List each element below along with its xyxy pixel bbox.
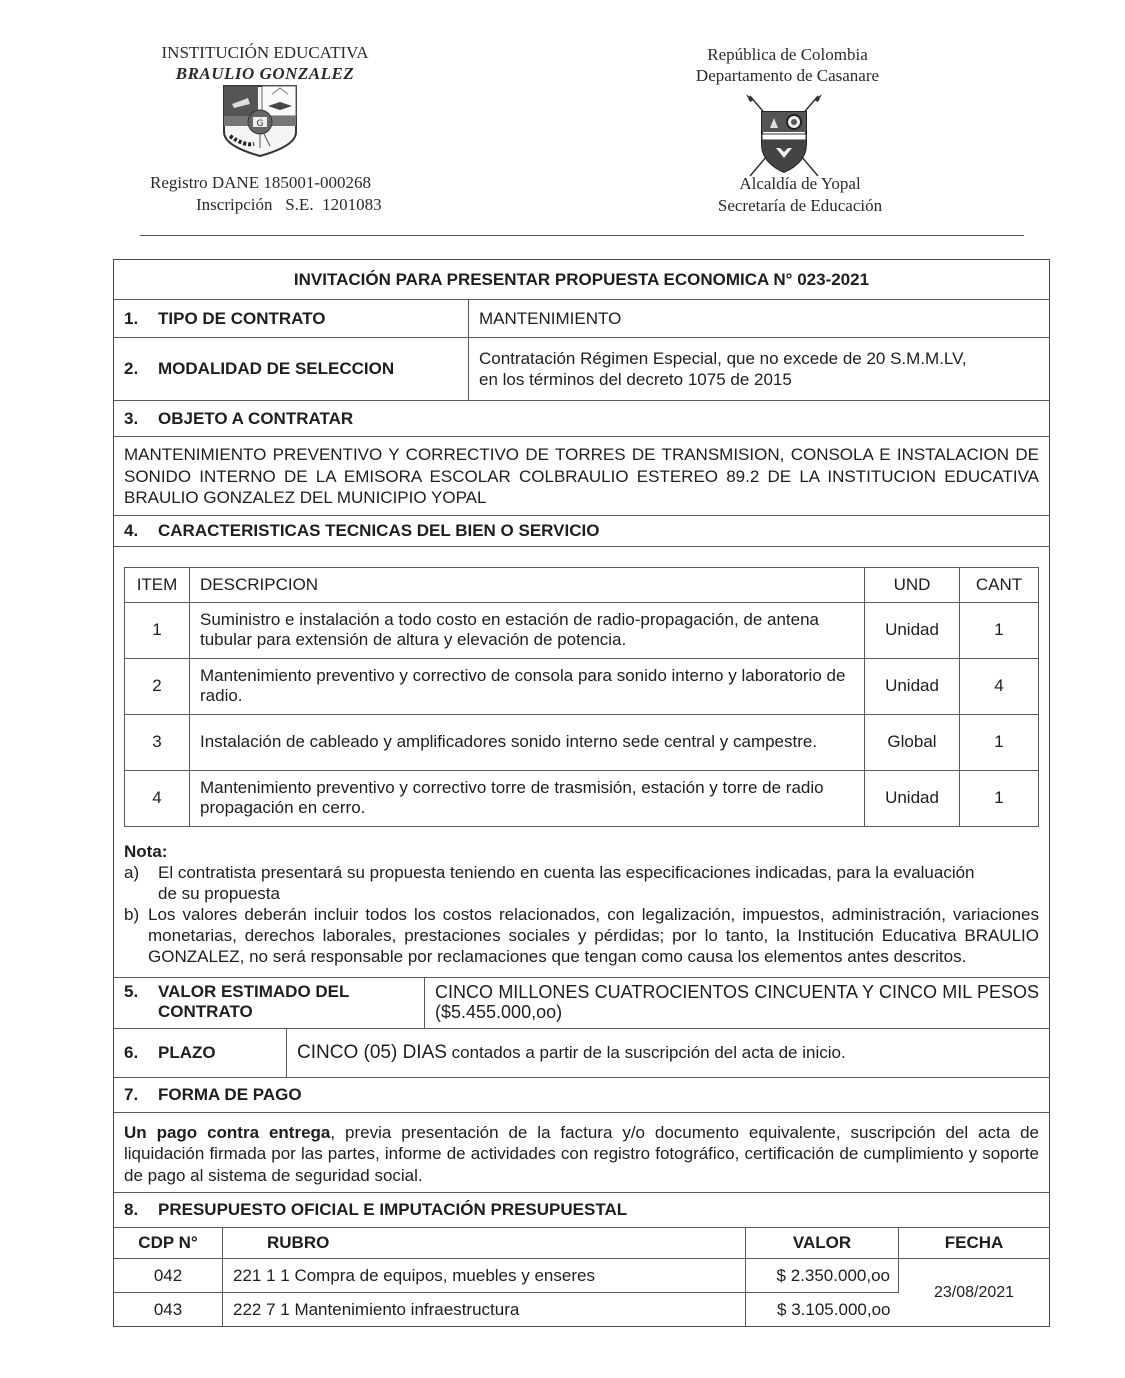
col-fecha: FECHA [944,1233,1004,1252]
section-5-label: 5. VALOR ESTIMADO DEL CONTRATO [114,978,425,1028]
header-divider [140,235,1024,236]
budget-date: 23/08/2021 [899,1259,1050,1327]
institution-name-bold: BRAULIO GONZALEZ [175,64,355,83]
section-7-label: 7. FORMA DE PAGO [124,1084,302,1104]
table-row: 1 Suministro e instalación a todo costo en estación de radio-propagación, de antena tubular para extensión de altura y elevación de potencia. Unidad 1 [125,602,1039,658]
section-6-label: 6. PLAZO [114,1029,287,1077]
municipal-crest-icon [742,92,826,178]
invitation-form [113,259,1050,1327]
registry-info [150,172,382,216]
document-title: INVITACIÓN PARA PRESENTAR PROPUESTA ECONOMICA N° 023-2021 [293,269,870,289]
section-2-label: 2. MODALIDAD DE SELECCION [114,338,469,400]
payment-terms-text: Un pago contra entrega, previa presentación de la factura y/o documento equivalente, suscripción del acta de liquidación firmada por las partes, informe de actividades con registro fotográfico, certificación de cumplimiento y soporte de pago al sistema de seguridad social. [124,1122,1040,1185]
svg-text:G: G [256,119,264,129]
table-header-row [125,567,1039,602]
note-a: a) El contratista presentará su propuesta teniendo en cuenta las especificaciones indicadas, para la evaluación de su propuesta [124,862,975,903]
notes-block [114,827,1049,977]
table-row: 2 Mantenimiento preventivo y correctivo de consola para sonido interno y laboratorio de radio. Unidad 4 [125,658,1039,714]
department-label: Departamento de Casanare [695,66,880,85]
estimated-value-text: CINCO MILLONES CUATROCIENTOS CINCUENTA Y CINCO MIL PESOS ($5.455.000,oo) [435,981,1039,1022]
table-row: 4 Mantenimiento preventivo y correctivo torre de trasmisión, estación y torre de radio propagación en cerro. Unidad 1 [125,770,1039,826]
notes-title: Nota: [124,841,168,861]
col-cant: CANT [960,567,1039,602]
republic-label: República de Colombia [707,45,868,64]
table-row: 043 222 7 1 Mantenimiento infraestructura $ 3.105.000,oo [114,1293,1049,1327]
section-1-label: 1. TIPO DE CONTRATO [114,300,469,337]
municipality-header [700,173,900,217]
contract-type-value: MANTENIMIENTO [479,308,622,328]
col-rubro: RUBRO [223,1228,746,1259]
contract-object-text: MANTENIMIENTO PREVENTIVO Y CORRECTIVO DE TORRES DE TRANSMISION, CONSOLA E INSTALACION DE SONIDO INTERNO DE LA EMISORA ESCOLAR COLBRAULIO ESTEREO 89.2 DE LA INSTITUCION EDUCATIVA BRAULIO GONZALEZ DEL MUNICIPIO YOPAL [124,445,1039,507]
institution-header [140,42,390,84]
institution-name: INSTITUCIÓN EDUCATIVA [161,43,369,62]
secretaria-label: Secretaría de Educación [717,196,883,215]
technical-specs-table [124,567,1039,827]
col-cdp: CDP N° [114,1228,223,1259]
note-b: b) Los valores deberán incluir todos los costos relacionados, con legalización, impuestos, administración, variaciones monetarias, derechos laborales, prestaciones sociales y pérdidas; por lo tanto, la Institución Educativa BRAULIO GONZALEZ, no será responsable por reclamaciones que tengan como causa los elementos antes descritos. [124,904,1039,966]
col-valor: VALOR [746,1228,899,1259]
section-8-label: 8. PRESUPUESTO OFICIAL E IMPUTACIÓN PRESUPUESTAL [124,1200,628,1219]
government-header [680,44,895,86]
col-descripcion: DESCRIPCION [190,567,865,602]
term-value: CINCO (05) DIAS contados a partir de la suscripción del acta de inicio. [297,1041,846,1063]
table-header-row [114,1228,1049,1259]
section-4-label: 4. CARACTERISTICAS TECNICAS DEL BIEN O SERVICIO [124,520,600,540]
col-item: ITEM [125,567,190,602]
selection-mode-value: Contratación Régimen Especial, que no excede de 20 S.M.M.LV, en los términos del decreto 1075 de 2015 [479,349,967,389]
section-3-label: 3. OBJETO A CONTRATAR [124,408,354,428]
registro-dane: Registro DANE 185001-000268 [150,173,371,192]
col-und: UND [865,567,960,602]
alcaldia-label: Alcaldía de Yopal [739,174,861,193]
budget-table [114,1228,1049,1326]
table-row: 042 221 1 1 Compra de equipos, muebles y enseres $ 2.350.000,oo 23/08/2021 [114,1259,1049,1293]
school-crest-icon [220,84,300,158]
inscripcion-se: Inscripción S.E. 1201083 [196,195,382,214]
table-row: 3 Instalación de cableado y amplificadores sonido interno sede central y campestre. Global 1 [125,714,1039,770]
